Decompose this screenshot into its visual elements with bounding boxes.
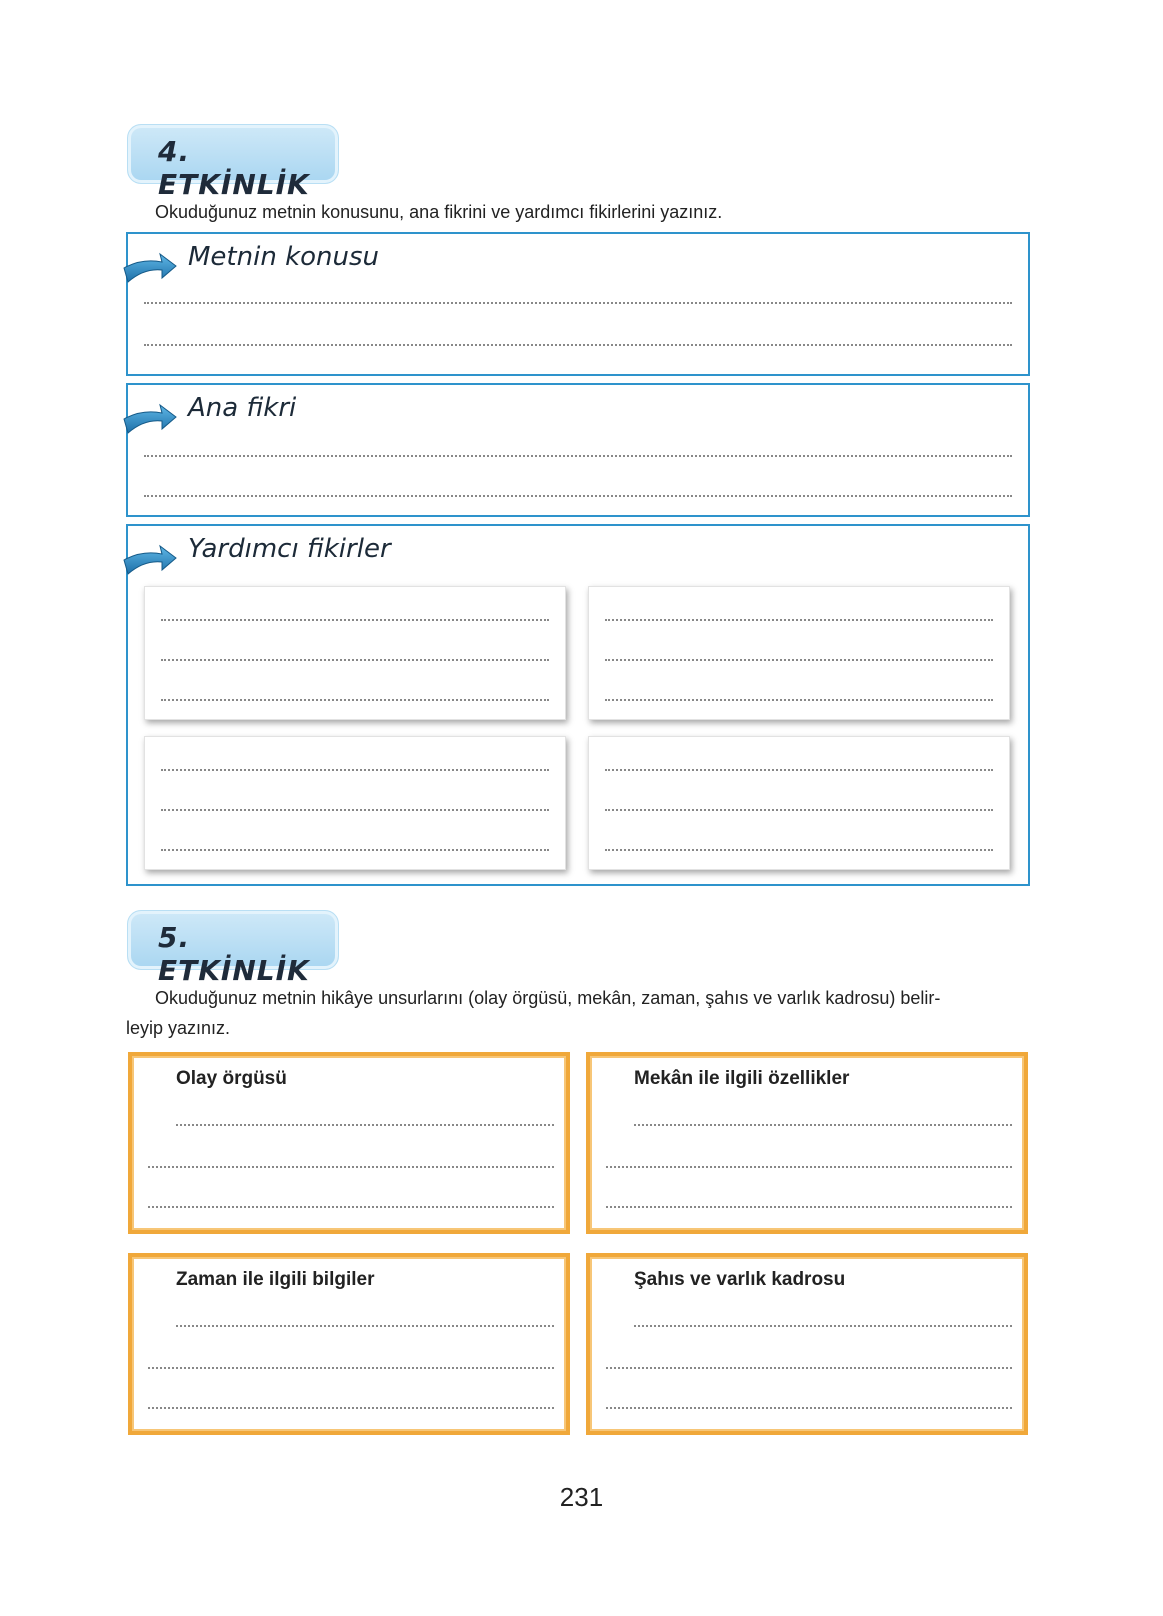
setting-title: Mekân ile ilgili özellikler bbox=[634, 1068, 850, 1089]
plot-box bbox=[128, 1052, 570, 1234]
plot-title: Olay örgüsü bbox=[176, 1068, 287, 1089]
arrow-icon bbox=[122, 399, 178, 435]
arrow-icon bbox=[122, 540, 178, 576]
topic-title: Metnin konusu bbox=[188, 242, 380, 272]
supporting-ideas-box bbox=[126, 524, 1030, 886]
activity-5-instruction-line2: leyip yazınız. bbox=[126, 1018, 231, 1038]
main-idea-title: Ana fikri bbox=[188, 393, 297, 423]
writing-line[interactable] bbox=[148, 1206, 554, 1208]
idea-card bbox=[588, 586, 1010, 720]
activity-5-title: 5. ETKİNLİK bbox=[158, 921, 310, 987]
topic-box bbox=[126, 232, 1030, 376]
writing-line[interactable] bbox=[161, 849, 549, 851]
writing-line[interactable] bbox=[634, 1124, 1012, 1126]
time-title: Zaman ile ilgili bilgiler bbox=[176, 1269, 375, 1290]
activity-4-title: 4. ETKİNLİK bbox=[158, 135, 310, 201]
writing-line[interactable] bbox=[144, 495, 1012, 497]
writing-line[interactable] bbox=[605, 659, 993, 661]
writing-line[interactable] bbox=[148, 1367, 554, 1369]
idea-card bbox=[144, 586, 566, 720]
page-number: 231 bbox=[559, 1482, 604, 1512]
writing-line[interactable] bbox=[144, 455, 1012, 457]
writing-line[interactable] bbox=[605, 769, 993, 771]
writing-line[interactable] bbox=[605, 849, 993, 851]
writing-line[interactable] bbox=[161, 659, 549, 661]
writing-line[interactable] bbox=[606, 1367, 1012, 1369]
writing-line[interactable] bbox=[605, 699, 993, 701]
writing-line[interactable] bbox=[148, 1407, 554, 1409]
writing-line[interactable] bbox=[606, 1166, 1012, 1168]
writing-line[interactable] bbox=[161, 769, 549, 771]
activity-5-badge bbox=[127, 910, 339, 987]
characters-box bbox=[586, 1253, 1028, 1435]
main-idea-box bbox=[126, 383, 1030, 517]
writing-line[interactable] bbox=[634, 1325, 1012, 1327]
writing-line[interactable] bbox=[606, 1407, 1012, 1409]
writing-line[interactable] bbox=[605, 809, 993, 811]
idea-card bbox=[144, 736, 566, 870]
writing-line[interactable] bbox=[161, 699, 549, 701]
activity-4-badge bbox=[127, 124, 339, 201]
writing-line[interactable] bbox=[148, 1166, 554, 1168]
writing-line[interactable] bbox=[144, 344, 1012, 346]
time-box bbox=[128, 1253, 570, 1435]
arrow-icon bbox=[122, 248, 178, 284]
activity-4-instruction: Okuduğunuz metnin konusunu, ana fikrini ve yardımcı fikirlerini yazınız. bbox=[155, 202, 723, 222]
setting-box bbox=[586, 1052, 1028, 1234]
writing-line[interactable] bbox=[161, 809, 549, 811]
writing-line[interactable] bbox=[176, 1124, 554, 1126]
writing-line[interactable] bbox=[606, 1206, 1012, 1208]
writing-line[interactable] bbox=[144, 302, 1012, 304]
writing-line[interactable] bbox=[161, 619, 549, 621]
idea-card bbox=[588, 736, 1010, 870]
writing-line[interactable] bbox=[605, 619, 993, 621]
characters-title: Şahıs ve varlık kadrosu bbox=[634, 1269, 846, 1290]
activity-5-instruction-line1: Okuduğunuz metnin hikâye unsurlarını (olay örgüsü, mekân, zaman, şahıs ve varlık kadrosu) belir- bbox=[155, 988, 941, 1008]
writing-line[interactable] bbox=[176, 1325, 554, 1327]
supporting-ideas-title: Yardımcı fikirler bbox=[188, 534, 391, 564]
